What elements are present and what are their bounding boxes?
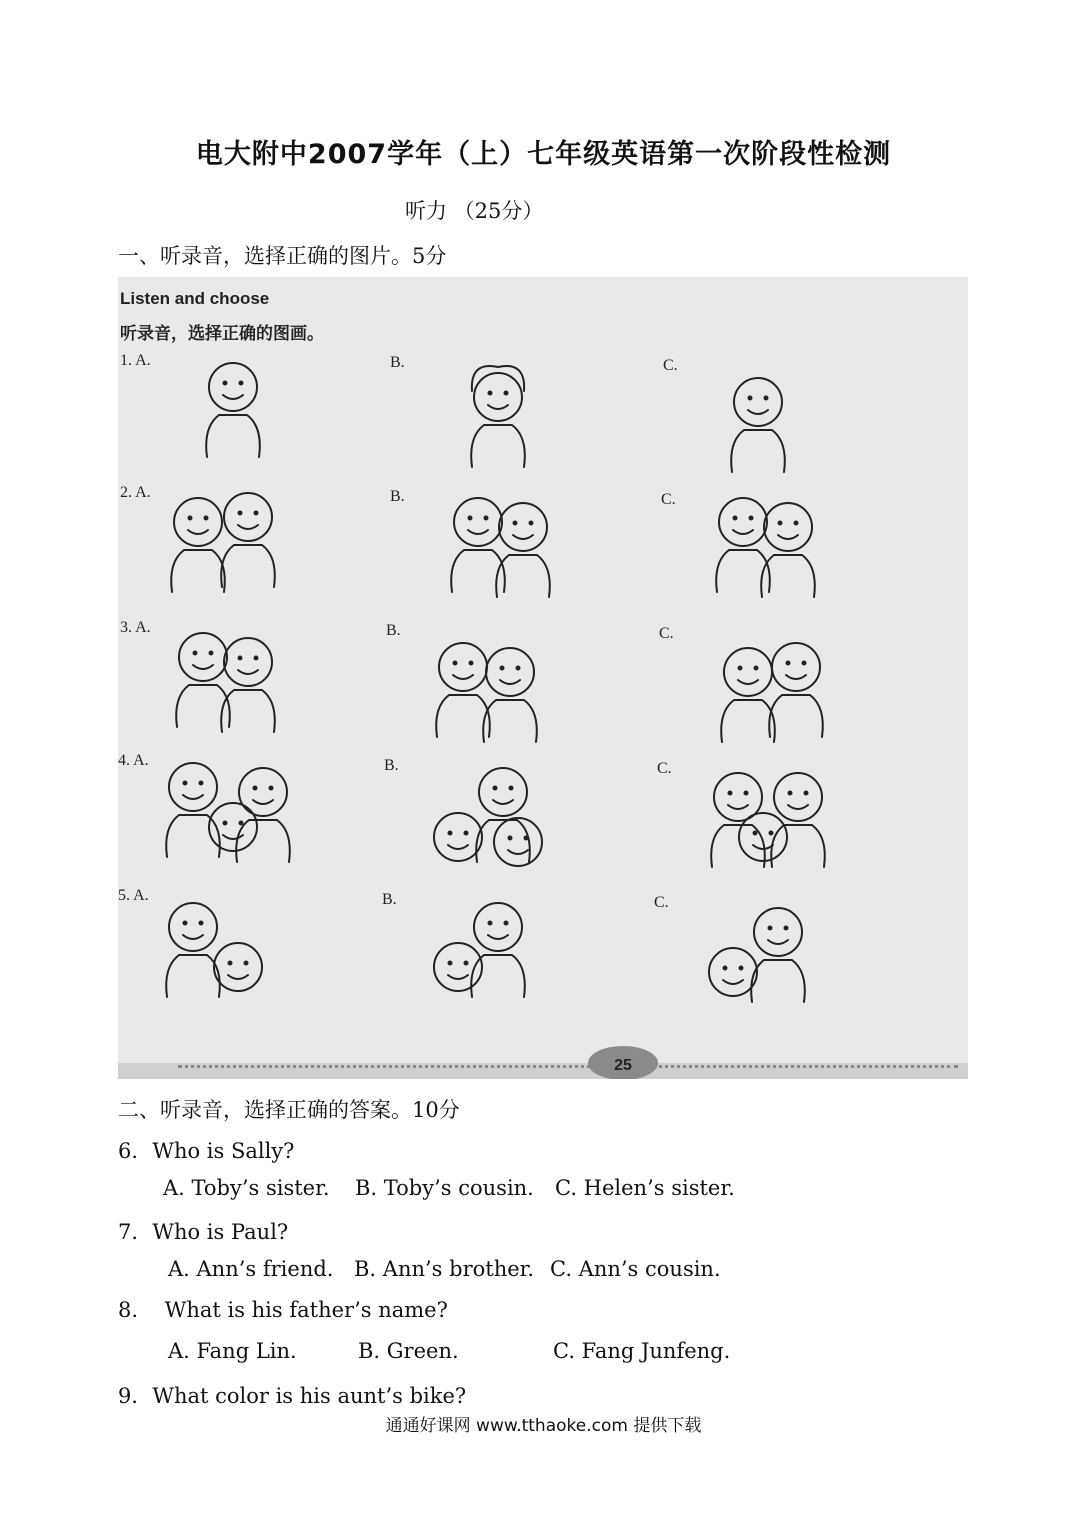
row-4-c-figure [711,773,765,867]
row-5-c-figure [751,908,805,1002]
row-4-b-figure [476,768,530,862]
figure-header-zh: 听录音，选择正确的图画。 [120,324,324,344]
question-6-option-c: C. Helen’s sister. [555,1176,735,1200]
row-2-b: B. [390,488,405,505]
row-2-a-figure-1 [171,498,225,592]
row-3-b-figure [436,643,490,737]
section-2-heading: 二、听录音，选择正确的答案。10分 [118,1098,460,1122]
row-3-c: C. [659,625,674,642]
question-7: 7．Who is Paul? [118,1220,289,1244]
scanned-figure [118,277,968,1079]
scan-footer-dots [178,1065,958,1068]
listening-subtitle: 听力 （25分） [405,199,544,223]
row-3-c-figure [721,648,775,742]
row-5-c: C. [654,894,669,911]
question-8-option-a: A. Fang Lin. [168,1339,297,1363]
row-3-label: 3. A. [120,619,151,636]
row-1-label: 1. A. [120,352,151,369]
question-8-option-c: C. Fang Junfeng. [553,1339,731,1363]
family-illustrations [118,277,968,1047]
row-4-a-figure [166,763,220,857]
question-7-option-a: A. Ann’s friend. [168,1257,334,1281]
row-1-c: C. [663,357,678,374]
page-title: 电大附中2007学年（上）七年级英语第一次阶段性检测 [195,139,892,170]
row-1-a-figure [206,363,260,457]
question-7-option-c: C. Ann’s cousin. [550,1257,721,1281]
question-8-option-b: B. Green. [358,1339,459,1363]
row-2-c: C. [661,491,676,508]
row-4-b: B. [384,757,399,774]
question-6-option-a: A. Toby’s sister. [163,1176,330,1200]
row-4-c: C. [657,760,672,777]
download-footer: 通通好课网 www.tthaoke.com 提供下载 [385,1416,702,1436]
row-5-label: 5. A. [118,887,149,904]
row-4-label: 4. A. [118,752,149,769]
row-1-b-figure [471,366,525,467]
row-1-b: B. [390,354,405,371]
row-3-b: B. [386,622,401,639]
figure-header-en: Listen and choose [120,289,270,308]
question-7-option-b: B. Ann’s brother. [354,1257,535,1281]
question-6-option-b: B. Toby’s cousin. [355,1176,534,1200]
row-5-b: B. [382,891,397,908]
question-6: 6．Who is Sally? [118,1139,295,1163]
scan-page-number: 25 [588,1046,658,1079]
row-2-label: 2. A. [120,484,151,501]
row-5-b-figure [471,903,525,997]
question-9: 9．What color is his aunt’s bike? [118,1384,467,1408]
row-5-a-figure [166,903,220,997]
section-1-heading: 一、听录音，选择正确的图片。5分 [118,244,447,268]
row-1-c-figure [731,378,785,472]
question-8: 8. What is his father’s name? [118,1298,448,1322]
